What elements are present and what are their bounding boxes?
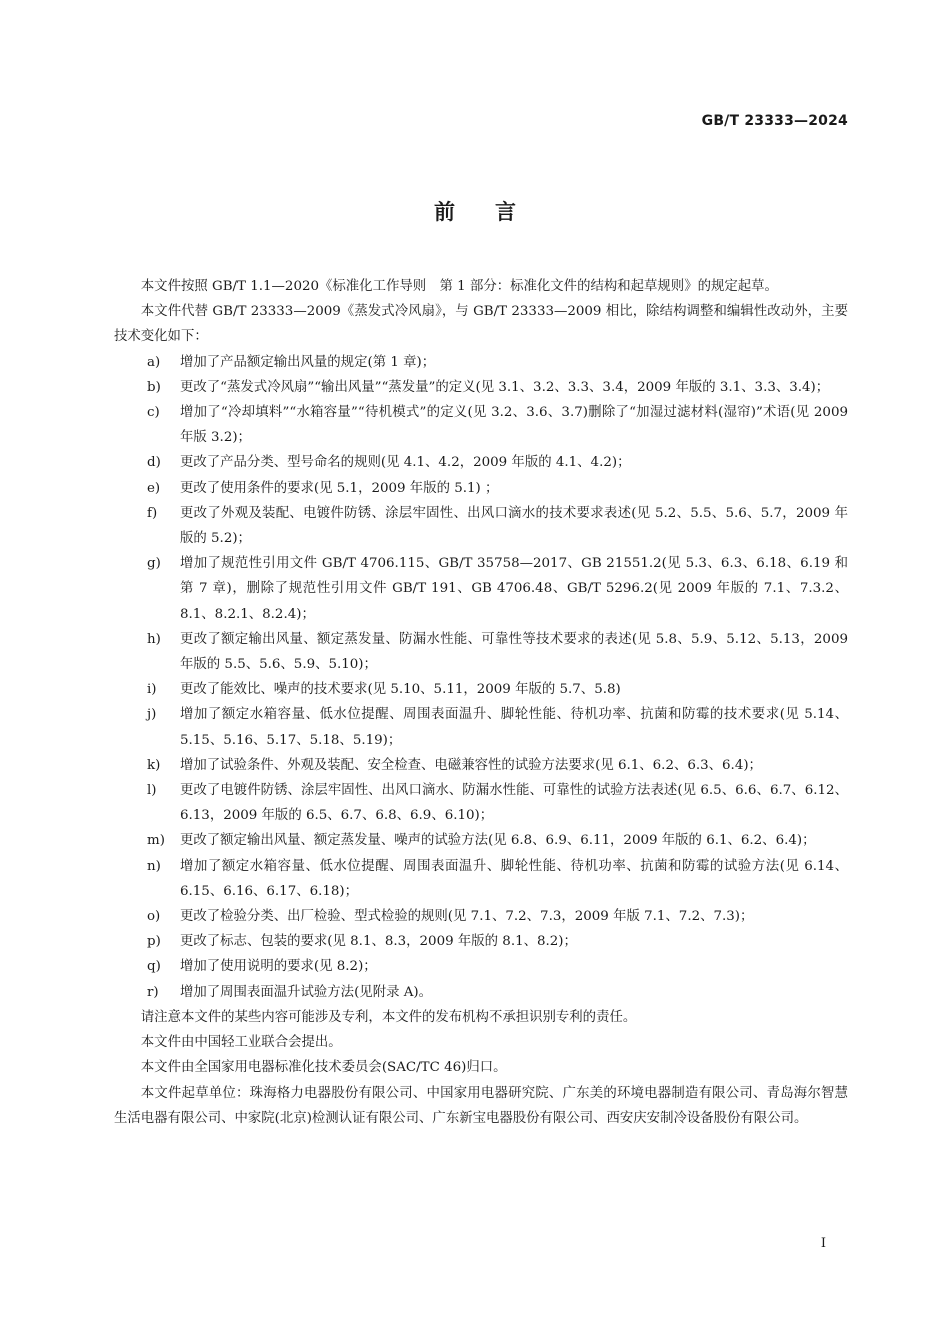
list-item [114,476,848,501]
committee-statement: 本文件由全国家用电器标准化技术委员会(SAC/TC 46)归口。 [140,1060,507,1076]
list-item-text: 更改了电镀件防锈、涂层牢固性、出风口滴水、防漏水性能、可靠性的试验方法表述(见 6.5、6.6、6.7、6.12、6.13，2009 年版的 6.5、6.7、6.8、6.9、6.10)； [180,783,848,824]
list-item [114,929,848,954]
list-marker: n) [147,858,161,874]
list-marker: e) [147,480,161,496]
list-marker: g) [147,556,161,572]
intro-paragraph-replacement: 本文件代替 GB/T 23333—2009《蒸发式冷风扇》，与 GB/T 23333—2009 相比，除结构调整和编辑性改动外，主要技术变化如下： [114,304,848,345]
list-marker: k) [147,757,161,773]
document-body [114,274,848,1131]
list-item-text: 增加了“冷却填料”“水箱容量”“待机模式”的定义(见 3.2、3.6、3.7)删除了“加湿过滤材料(湿帘)”术语(见 2009 年版 3.2)； [180,405,848,446]
list-marker: c) [147,405,160,421]
list-item [114,778,848,828]
list-item-text: 增加了规范性引用文件 GB/T 4706.115、GB/T 35758—2017、GB 21551.2(见 5.3、6.3、6.18、6.19 和第 7 章)，删除了规范性引用文件 GB/T 191、GB 4706.48、GB/T 5296.2(见 2009 年版的 7.1、7.3.2、8.1、8.2.1、8.2.4)； [180,556,848,622]
standard-code: GB/T 23333—2024 [701,113,848,129]
list-item-text: 增加了额定水箱容量、低水位提醒、周围表面温升、脚轮性能、待机功率、抗菌和防霉的试验方法(见 6.14、6.15、6.16、6.17、6.18)； [180,858,848,899]
list-marker: j) [147,707,157,723]
list-item-text: 增加了产品额定输出风量的规定(第 1 章)； [180,354,436,370]
list-marker: o) [147,909,161,925]
patent-notice: 请注意本文件的某些内容可能涉及专利，本文件的发布机构不承担识别专利的责任。 [140,1009,637,1025]
list-item-text: 更改了标志、包装的要求(见 8.1、8.3，2009 年版的 8.1、8.2)； [180,934,577,950]
list-item-text: 更改了能效比、噪声的技术要求(见 5.10、5.11，2009 年版的 5.7、5.8) [180,682,621,698]
list-item [114,450,848,475]
list-marker: r) [147,984,159,1000]
technical-changes-list [114,350,848,1005]
list-item-text: 更改了额定输出风量、额定蒸发量、防漏水性能、可靠性等技术要求的表述(见 5.8、5.9、5.12、5.13，2009 年版的 5.5、5.6、5.9、5.10)； [180,631,848,673]
list-item-text: 增加了使用说明的要求(见 8.2)； [180,959,377,975]
list-item-text: 增加了额定水箱容量、低水位提醒、周围表面温升、脚轮性能、待机功率、抗菌和防霉的技术要求(见 5.14、5.15、5.16、5.17、5.18、5.19)； [180,707,848,748]
page-title: 前言 [434,200,556,224]
list-marker: m) [147,833,165,849]
list-item [114,702,848,752]
list-item [114,828,848,853]
list-item [114,954,848,979]
list-item [114,375,848,400]
list-item [114,677,848,702]
intro-paragraph-drafting: 本文件按照 GB/T 1.1—2020《标准化工作导则 第 1 部分：标准化文件的结构和起草规则》的规定起草。 [140,279,778,294]
list-item-text: 更改了外观及装配、电镀件防锈、涂层牢固性、出风口滴水的技术要求表述(见 5.2、5.5、5.6、5.7，2009 年版的 5.2)； [180,505,848,547]
list-item-text: 增加了试验条件、外观及装配、安全检查、电磁兼容性的试验方法要求(见 6.1、6.2、6.3、6.4)； [180,757,762,773]
list-marker: f) [147,505,158,521]
proposer-statement: 本文件由中国轻工业联合会提出。 [140,1035,342,1051]
list-item-text: 更改了使用条件的要求(见 5.1，2009 年版的 5.1) ； [180,480,499,496]
list-item-text: 更改了检验分类、出厂检验、型式检验的规则(见 7.1、7.2、7.3，2009 年版 7.1、7.2、7.3)； [180,909,754,925]
list-item [114,400,848,450]
list-marker: a) [147,354,161,370]
list-item [114,753,848,778]
list-marker: l) [147,783,157,799]
list-item-text: 更改了额定输出风量、额定蒸发量、噪声的试验方法(见 6.8、6.9、6.11，2009 年版的 6.1、6.2、6.4)； [180,833,816,849]
list-marker: d) [147,455,161,471]
page-number: I [820,1236,826,1251]
list-marker: p) [147,934,161,950]
list-item [114,904,848,929]
list-marker: h) [147,631,161,647]
list-item [114,501,848,551]
list-item [114,854,848,904]
list-item [114,551,848,627]
list-item-text: 更改了“蒸发式冷风扇”“输出风量”“蒸发量”的定义(见 3.1、3.2、3.3、3.4，2009 年版的 3.1、3.3、3.4)； [180,379,830,395]
list-item-text: 增加了周围表面温升试验方法(见附录 A)。 [180,984,433,1000]
list-marker: b) [147,379,161,395]
list-marker: q) [147,959,161,975]
list-item [114,350,848,375]
list-item-text: 更改了产品分类、型号命名的规则(见 4.1、4.2，2009 年版的 4.1、4.2)； [180,455,631,471]
list-item [114,627,848,677]
list-item [114,980,848,1005]
list-marker: i) [147,682,157,698]
drafting-units: 本文件起草单位：珠海格力电器股份有限公司、中国家用电器研究院、广东美的环境电器制造有限公司、青岛海尔智慧生活电器有限公司、中家院(北京)检测认证有限公司、广东新宝电器股份有限公司、西安庆安制冷设备股份有限公司。 [114,1085,848,1126]
